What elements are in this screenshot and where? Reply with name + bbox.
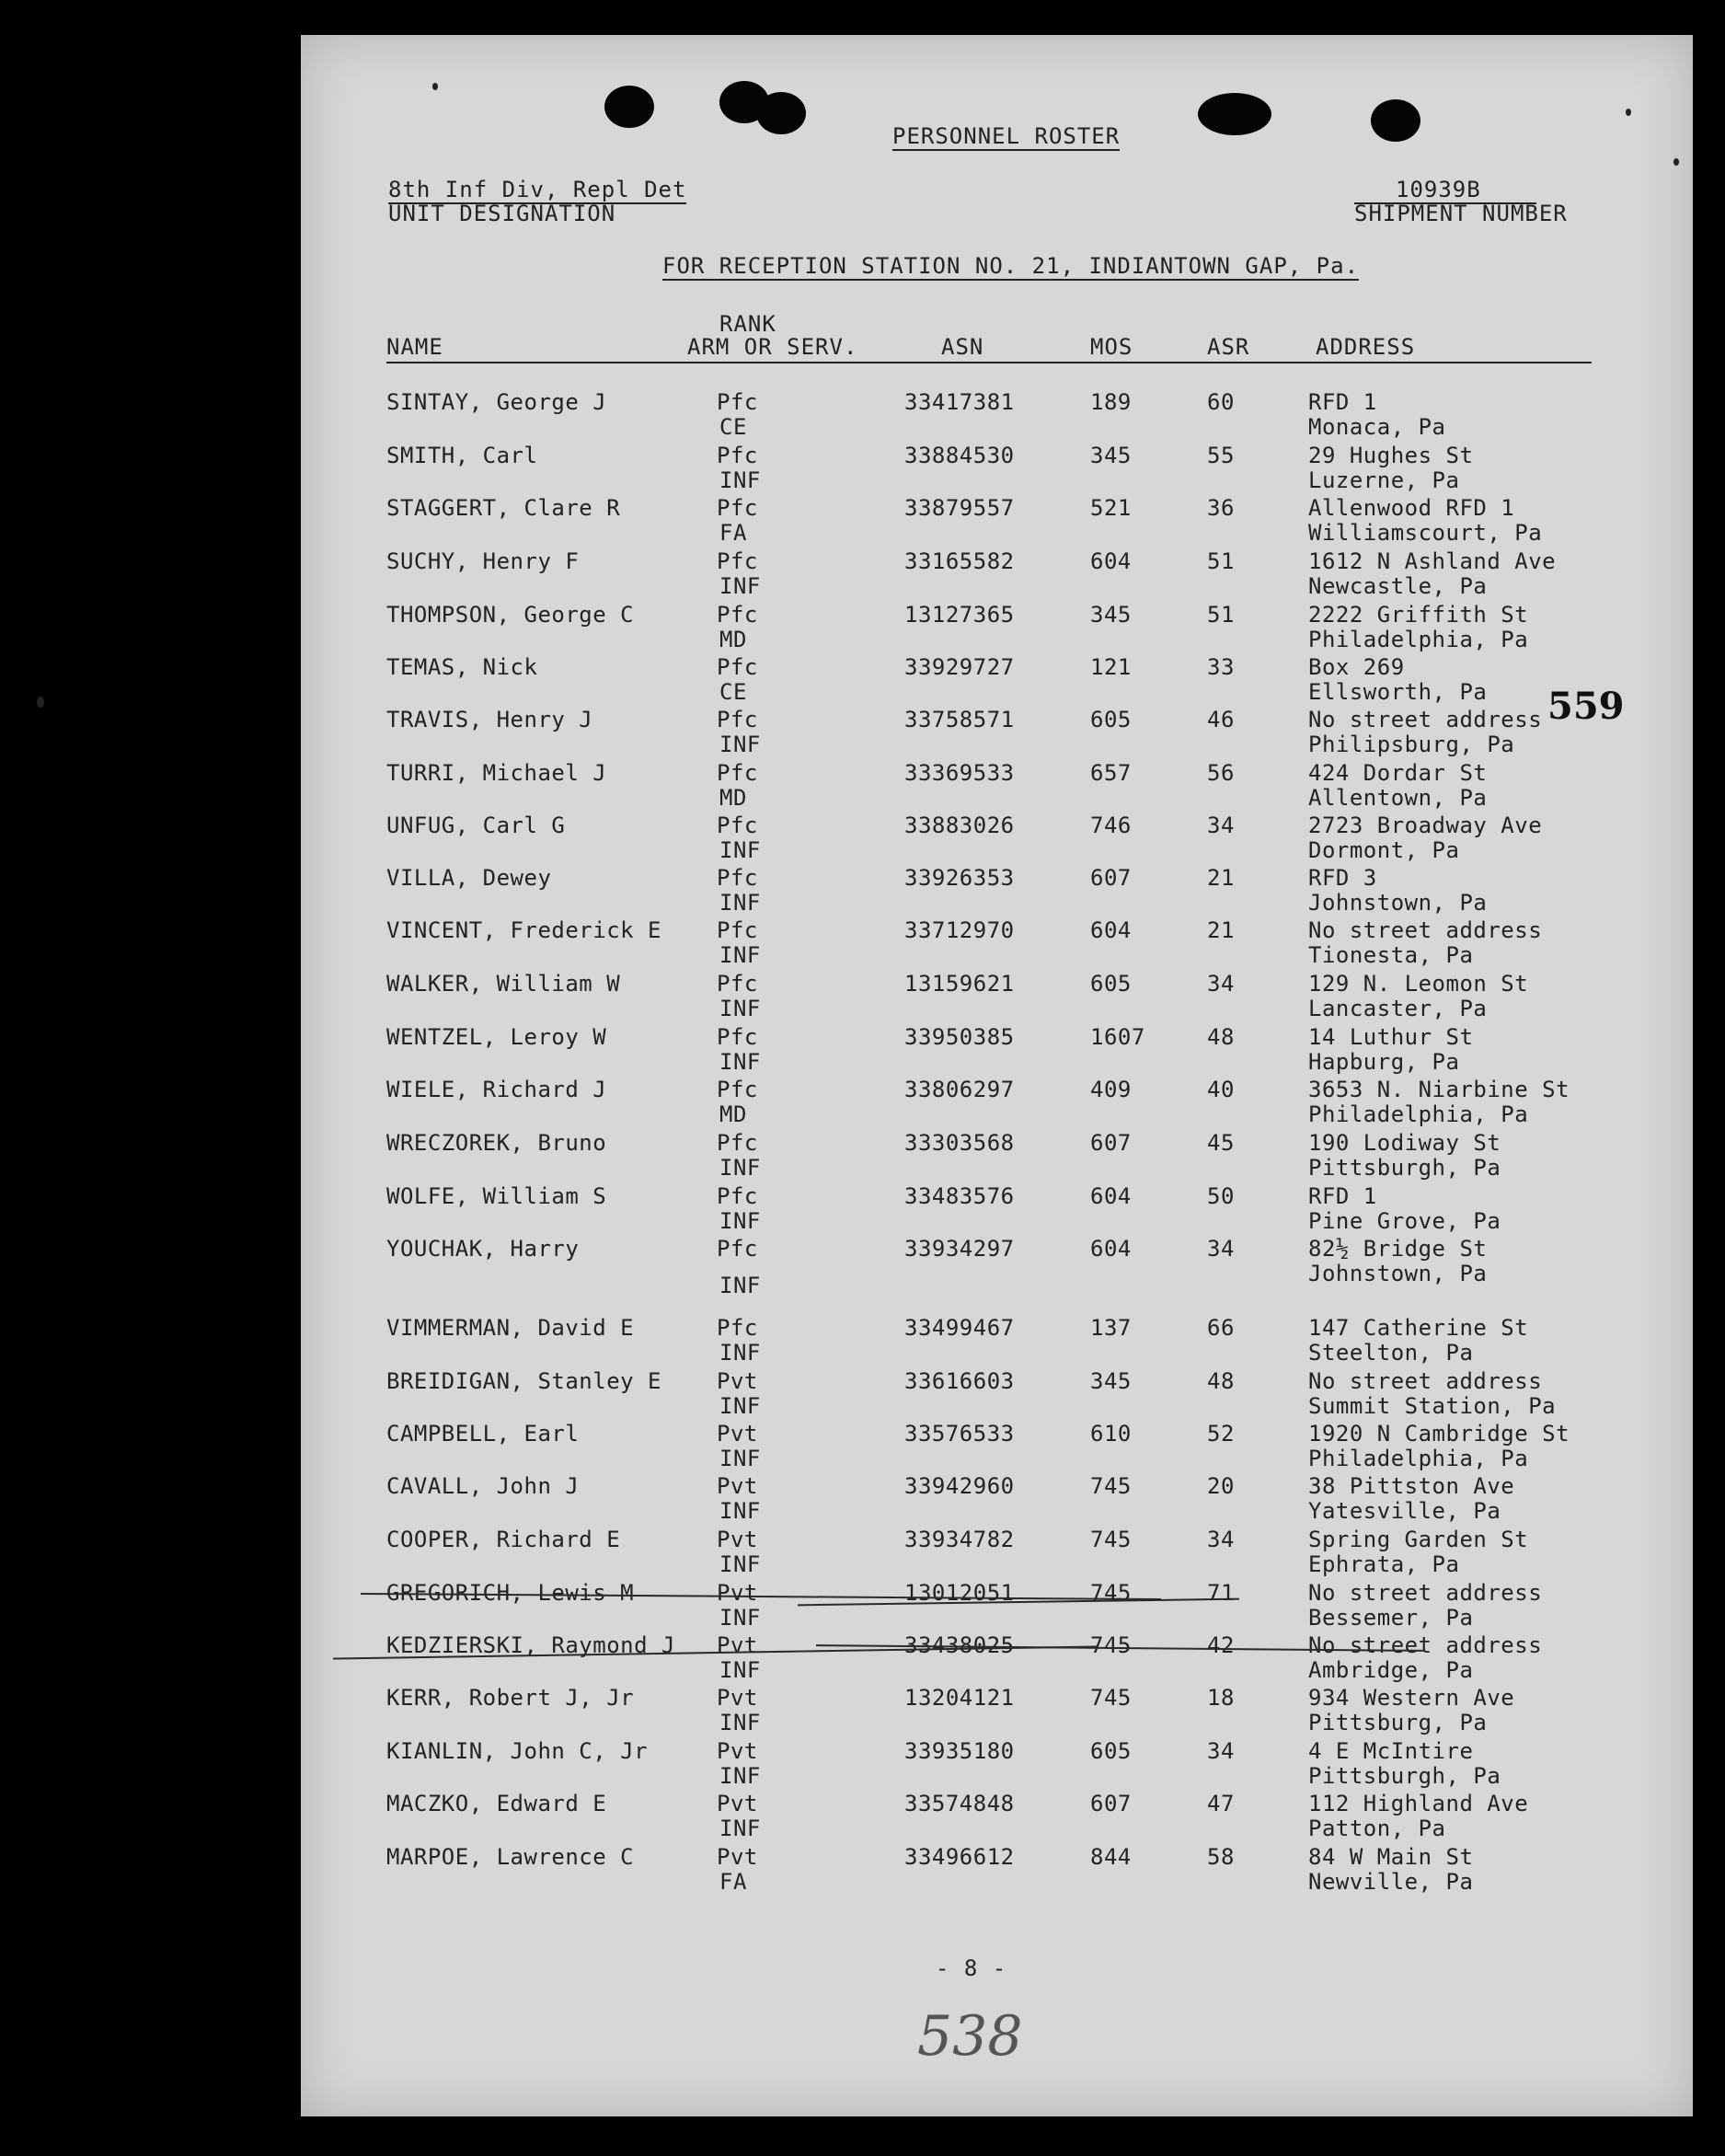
row-asn: 33574848 [904, 1791, 1015, 1816]
row-asr: 51 [1207, 548, 1235, 574]
table-row [301, 1368, 1693, 1422]
row-name: WOLFE, William S [386, 1183, 607, 1209]
unit-designation-label: UNIT DESIGNATION [388, 201, 616, 226]
row-asr: 47 [1207, 1791, 1235, 1816]
row-rank: Pvt [717, 1738, 758, 1764]
table-row [301, 1685, 1693, 1738]
row-name: TRAVIS, Henry J [386, 707, 593, 732]
table-row [301, 1844, 1693, 1897]
row-asn: 33616603 [904, 1368, 1015, 1394]
row-rank: Pfc [717, 1183, 758, 1209]
row-asn: 33879557 [904, 495, 1015, 521]
row-address-street: 2222 Griffith St [1308, 602, 1529, 628]
row-name: VINCENT, Frederick E [386, 917, 661, 943]
row-mos: 604 [1090, 1183, 1132, 1209]
row-arm-or-service: INF [719, 1657, 761, 1683]
row-address-street: 4 E McIntire [1308, 1738, 1474, 1764]
table-row [301, 495, 1693, 548]
table-row [301, 1421, 1693, 1474]
row-arm-or-service: MD [719, 785, 747, 811]
table-row [301, 813, 1693, 866]
row-address-city: Monaca, Pa [1308, 414, 1446, 440]
row-address-street: 1920 N Cambridge St [1308, 1421, 1570, 1447]
row-asn: 33417381 [904, 389, 1015, 415]
row-name: STAGGERT, Clare R [386, 495, 621, 521]
row-mos: 605 [1090, 707, 1132, 732]
row-arm-or-service: INF [719, 1446, 761, 1471]
row-address-street: No street address [1308, 1368, 1543, 1394]
row-rank: Pvt [717, 1685, 758, 1711]
row-name: MACZKO, Edward E [386, 1791, 607, 1816]
punch-hole [1371, 99, 1420, 142]
row-arm-or-service: INF [719, 1393, 761, 1419]
row-address-city: Yatesville, Pa [1308, 1498, 1501, 1524]
row-asn: 13159621 [904, 971, 1015, 997]
shipment-number-label: SHIPMENT NUMBER [1354, 201, 1568, 226]
table-row [301, 1632, 1693, 1686]
roster-page [301, 35, 1693, 2116]
table-row [301, 760, 1693, 813]
row-rank: Pfc [717, 654, 758, 680]
row-address-city: Philadelphia, Pa [1308, 1446, 1529, 1471]
row-mos: 345 [1090, 1368, 1132, 1394]
row-mos: 521 [1090, 495, 1132, 521]
row-rank: Pfc [717, 1077, 758, 1102]
row-mos: 345 [1090, 443, 1132, 468]
row-arm-or-service: INF [719, 1273, 761, 1298]
row-rank: Pfc [717, 971, 758, 997]
row-address-street: 82½ Bridge St [1308, 1236, 1488, 1262]
row-name: WENTZEL, Leroy W [386, 1024, 607, 1050]
row-asn: 33929727 [904, 654, 1015, 680]
row-rank: Pfc [717, 1024, 758, 1050]
row-asr: 58 [1207, 1844, 1235, 1870]
row-address-street: Spring Garden St [1308, 1527, 1529, 1552]
row-asr: 21 [1207, 865, 1235, 891]
row-address-street: 1612 N Ashland Ave [1308, 548, 1557, 574]
col-mos: MOS [1090, 334, 1133, 360]
row-asr: 56 [1207, 760, 1235, 786]
table-row [301, 1183, 1693, 1237]
row-asn: 33806297 [904, 1077, 1015, 1102]
row-asn: 33950385 [904, 1024, 1015, 1050]
row-asn: 13204121 [904, 1685, 1015, 1711]
table-row [301, 548, 1693, 602]
punch-hole [604, 86, 654, 128]
row-rank: Pvt [717, 1632, 758, 1658]
row-rank: Pfc [717, 602, 758, 628]
row-address-city: Dormont, Pa [1308, 837, 1460, 863]
row-asn: 33576533 [904, 1421, 1015, 1447]
row-mos: 121 [1090, 654, 1132, 680]
speck [432, 83, 438, 90]
row-name: CAVALL, John J [386, 1473, 580, 1499]
table-row [301, 865, 1693, 918]
row-arm-or-service: INF [719, 942, 761, 968]
row-rank: Pfc [717, 707, 758, 732]
col-address: ADDRESS [1316, 334, 1416, 360]
speck [1626, 109, 1631, 116]
row-mos: 607 [1090, 1791, 1132, 1816]
row-address-street: 3653 N. Niarbine St [1308, 1077, 1570, 1102]
row-name: UNFUG, Carl G [386, 813, 566, 838]
row-rank: Pvt [717, 1421, 758, 1447]
row-address-street: 14 Luthur St [1308, 1024, 1474, 1050]
speck [37, 697, 44, 708]
row-address-city: Luzerne, Pa [1308, 467, 1460, 493]
shipment-number-value: 10939B [1354, 177, 1536, 204]
row-mos: 610 [1090, 1421, 1132, 1447]
row-arm-or-service: INF [719, 890, 761, 916]
row-mos: 605 [1090, 971, 1132, 997]
row-arm-or-service: MD [719, 1101, 747, 1127]
row-asn: 33884530 [904, 443, 1015, 468]
row-address-city: Ambridge, Pa [1308, 1657, 1474, 1683]
row-name: GREGORICH, Lewis M [386, 1580, 635, 1606]
row-asn: 13012051 [904, 1580, 1015, 1606]
row-mos: 345 [1090, 602, 1132, 628]
row-mos: 745 [1090, 1632, 1132, 1658]
row-address-city: Lancaster, Pa [1308, 996, 1488, 1021]
row-address-city: Philipsburg, Pa [1308, 732, 1515, 757]
reception-station: FOR RECEPTION STATION NO. 21, INDIANTOWN GAP, Pa. [662, 253, 1360, 279]
row-rank: Pvt [717, 1580, 758, 1606]
col-name: NAME [386, 334, 443, 360]
row-name: KEDZIERSKI, Raymond J [386, 1632, 675, 1658]
row-asr: 71 [1207, 1580, 1235, 1606]
row-mos: 745 [1090, 1685, 1132, 1711]
row-name: VIMMERMAN, David E [386, 1315, 635, 1341]
row-mos: 604 [1090, 917, 1132, 943]
row-asr: 40 [1207, 1077, 1235, 1102]
row-address-street: RFD 1 [1308, 1183, 1377, 1209]
col-rank-top: RANK [719, 311, 776, 337]
row-arm-or-service: INF [719, 1155, 761, 1181]
row-arm-or-service: INF [719, 1340, 761, 1366]
row-address-street: Box 269 [1308, 654, 1405, 680]
row-address-street: 2723 Broadway Ave [1308, 813, 1543, 838]
row-address-street: RFD 1 [1308, 389, 1377, 415]
row-address-street: No street address [1308, 917, 1543, 943]
row-asr: 50 [1207, 1183, 1235, 1209]
row-name: CAMPBELL, Earl [386, 1421, 580, 1447]
row-name: MARPOE, Lawrence C [386, 1844, 635, 1870]
row-asn: 33165582 [904, 548, 1015, 574]
row-rank: Pvt [717, 1791, 758, 1816]
row-rank: Pfc [717, 1130, 758, 1156]
row-asn: 33483576 [904, 1183, 1015, 1209]
row-mos: 604 [1090, 548, 1132, 574]
row-mos: 605 [1090, 1738, 1132, 1764]
row-arm-or-service: MD [719, 627, 747, 652]
row-arm-or-service: INF [719, 1049, 761, 1075]
row-name: SMITH, Carl [386, 443, 538, 468]
row-name: COOPER, Richard E [386, 1527, 621, 1552]
row-address-street: 190 Lodiway St [1308, 1130, 1501, 1156]
row-asr: 51 [1207, 602, 1235, 628]
row-rank: Pfc [717, 760, 758, 786]
row-address-street: Allenwood RFD 1 [1308, 495, 1515, 521]
row-rank: Pfc [717, 548, 758, 574]
row-name: TEMAS, Nick [386, 654, 538, 680]
row-asr: 42 [1207, 1632, 1235, 1658]
row-address-street: 147 Catherine St [1308, 1315, 1529, 1341]
row-address-city: Pittsburgh, Pa [1308, 1763, 1501, 1789]
row-arm-or-service: INF [719, 467, 761, 493]
row-asn: 33496612 [904, 1844, 1015, 1870]
table-row [301, 602, 1693, 655]
table-row [301, 1580, 1693, 1633]
row-arm-or-service: INF [719, 996, 761, 1021]
row-arm-or-service: INF [719, 837, 761, 863]
row-rank: Pvt [717, 1844, 758, 1870]
table-row [301, 443, 1693, 496]
row-address-street: 129 N. Leomon St [1308, 971, 1529, 997]
row-arm-or-service: INF [719, 732, 761, 757]
table-row [301, 654, 1693, 708]
row-arm-or-service: INF [719, 1605, 761, 1631]
row-name: VILLA, Dewey [386, 865, 552, 891]
row-address-city: Tionesta, Pa [1308, 942, 1474, 968]
row-rank: Pfc [717, 443, 758, 468]
row-rank: Pfc [717, 389, 758, 415]
row-asn: 33758571 [904, 707, 1015, 732]
row-arm-or-service: FA [719, 1869, 747, 1895]
row-rank: Pfc [717, 865, 758, 891]
col-asn: ASN [941, 334, 984, 360]
row-address-street: RFD 3 [1308, 865, 1377, 891]
row-address-city: Pittsburg, Pa [1308, 1710, 1488, 1735]
row-address-street: 84 W Main St [1308, 1844, 1474, 1870]
row-asn: 33942960 [904, 1473, 1015, 1499]
row-mos: 604 [1090, 1236, 1132, 1262]
row-arm-or-service: INF [719, 1710, 761, 1735]
row-address-city: Bessemer, Pa [1308, 1605, 1474, 1631]
row-asr: 45 [1207, 1130, 1235, 1156]
row-address-city: Philadelphia, Pa [1308, 1101, 1529, 1127]
row-name: SUCHY, Henry F [386, 548, 580, 574]
row-address-city: Ephrata, Pa [1308, 1551, 1460, 1577]
row-rank: Pvt [717, 1368, 758, 1394]
stamp-number: 559 [1547, 685, 1625, 728]
row-name: BREIDIGAN, Stanley E [386, 1368, 661, 1394]
row-address-city: Newcastle, Pa [1308, 573, 1488, 599]
row-address-city: Ellsworth, Pa [1308, 679, 1488, 705]
row-asr: 20 [1207, 1473, 1235, 1499]
row-name: KERR, Robert J, Jr [386, 1685, 635, 1711]
table-row [301, 971, 1693, 1024]
row-mos: 607 [1090, 1130, 1132, 1156]
row-asr: 36 [1207, 495, 1235, 521]
row-asr: 34 [1207, 1527, 1235, 1552]
row-arm-or-service: FA [719, 520, 747, 546]
row-address-street: 38 Pittston Ave [1308, 1473, 1515, 1499]
row-address-street: No street address [1308, 1632, 1543, 1658]
row-mos: 409 [1090, 1077, 1132, 1102]
table-row [301, 1473, 1693, 1527]
row-mos: 746 [1090, 813, 1132, 838]
row-asr: 48 [1207, 1024, 1235, 1050]
row-name: WRECZOREK, Bruno [386, 1130, 607, 1156]
row-address-city: Allentown, Pa [1308, 785, 1488, 811]
row-rank: Pvt [717, 1473, 758, 1499]
row-address-street: 424 Dordar St [1308, 760, 1488, 786]
page-title: PERSONNEL ROSTER [892, 123, 1121, 149]
row-address-street: No street address [1308, 1580, 1543, 1606]
row-asn: 33369533 [904, 760, 1015, 786]
row-asn: 33926353 [904, 865, 1015, 891]
row-rank: Pfc [717, 813, 758, 838]
row-address-city: Newville, Pa [1308, 1869, 1474, 1895]
table-row [301, 1236, 1693, 1298]
row-mos: 745 [1090, 1580, 1132, 1606]
row-name: WALKER, William W [386, 971, 621, 997]
table-row [301, 1024, 1693, 1078]
unit-designation-value: 8th Inf Div, Repl Det [388, 177, 687, 202]
row-rank: Pfc [717, 495, 758, 521]
row-address-street: 934 Western Ave [1308, 1685, 1515, 1711]
row-asn: 33935180 [904, 1738, 1015, 1764]
row-asr: 46 [1207, 707, 1235, 732]
row-asr: 34 [1207, 1738, 1235, 1764]
row-asn: 33934297 [904, 1236, 1015, 1262]
row-arm-or-service: INF [719, 1816, 761, 1841]
row-arm-or-service: CE [719, 679, 747, 705]
row-mos: 844 [1090, 1844, 1132, 1870]
row-asr: 66 [1207, 1315, 1235, 1341]
row-asn: 33438025 [904, 1632, 1015, 1658]
row-asr: 55 [1207, 443, 1235, 468]
row-asr: 18 [1207, 1685, 1235, 1711]
table-row [301, 1130, 1693, 1183]
row-address-city: Pine Grove, Pa [1308, 1208, 1501, 1234]
row-address-city: Summit Station, Pa [1308, 1393, 1557, 1419]
row-rank: Pfc [717, 917, 758, 943]
row-address-city: Johnstown, Pa [1308, 1261, 1488, 1286]
row-asr: 33 [1207, 654, 1235, 680]
row-rank: Pfc [717, 1236, 758, 1262]
row-asn: 33712970 [904, 917, 1015, 943]
punch-hole [756, 92, 806, 134]
row-rank: Pfc [717, 1315, 758, 1341]
row-asr: 21 [1207, 917, 1235, 943]
row-asr: 48 [1207, 1368, 1235, 1394]
row-address-city: Philadelphia, Pa [1308, 627, 1529, 652]
col-asr: ASR [1207, 334, 1250, 360]
row-rank: Pvt [717, 1527, 758, 1552]
row-name: THOMPSON, George C [386, 602, 635, 628]
row-asr: 60 [1207, 389, 1235, 415]
table-row [301, 1527, 1693, 1580]
row-address-city: Hapburg, Pa [1308, 1049, 1460, 1075]
row-mos: 745 [1090, 1527, 1132, 1552]
row-name: SINTAY, George J [386, 389, 607, 415]
row-arm-or-service: INF [719, 1208, 761, 1234]
col-rank-bottom: ARM OR SERV. [687, 334, 858, 360]
row-asr: 52 [1207, 1421, 1235, 1447]
speck [1673, 158, 1679, 166]
row-mos: 607 [1090, 865, 1132, 891]
table-row [301, 389, 1693, 443]
page-number: - 8 - [936, 1955, 1007, 1981]
row-address-city: Johnstown, Pa [1308, 890, 1488, 916]
row-mos: 189 [1090, 389, 1132, 415]
row-asn: 33883026 [904, 813, 1015, 838]
row-arm-or-service: INF [719, 1763, 761, 1789]
table-row [301, 1791, 1693, 1844]
row-asn: 33303568 [904, 1130, 1015, 1156]
row-asr: 34 [1207, 971, 1235, 997]
row-arm-or-service: INF [719, 1551, 761, 1577]
row-mos: 137 [1090, 1315, 1132, 1341]
row-asr: 34 [1207, 813, 1235, 838]
row-asn: 13127365 [904, 602, 1015, 628]
row-asr: 34 [1207, 1236, 1235, 1262]
handwritten-number: 538 [917, 2004, 1023, 2069]
row-arm-or-service: CE [719, 414, 747, 440]
row-name: WIELE, Richard J [386, 1077, 607, 1102]
row-arm-or-service: INF [719, 573, 761, 599]
row-address-street: No street address [1308, 707, 1543, 732]
row-name: KIANLIN, John C, Jr [386, 1738, 649, 1764]
column-header-row [386, 334, 1592, 363]
row-mos: 657 [1090, 760, 1132, 786]
punch-hole [1198, 93, 1271, 135]
table-row [301, 1077, 1693, 1130]
table-row [301, 1315, 1693, 1368]
row-asn: 33934782 [904, 1527, 1015, 1552]
row-name: YOUCHAK, Harry [386, 1236, 580, 1262]
row-address-city: Williamscourt, Pa [1308, 520, 1543, 546]
row-address-city: Patton, Pa [1308, 1816, 1446, 1841]
table-row [301, 1738, 1693, 1792]
row-address-city: Pittsburgh, Pa [1308, 1155, 1501, 1181]
table-row [301, 707, 1693, 760]
row-arm-or-service: INF [719, 1498, 761, 1524]
row-address-street: 112 Highland Ave [1308, 1791, 1529, 1816]
row-name: TURRI, Michael J [386, 760, 607, 786]
table-row [301, 917, 1693, 971]
row-mos: 1607 [1090, 1024, 1145, 1050]
row-asn: 33499467 [904, 1315, 1015, 1341]
row-address-street: 29 Hughes St [1308, 443, 1474, 468]
row-address-city: Steelton, Pa [1308, 1340, 1474, 1366]
row-mos: 745 [1090, 1473, 1132, 1499]
